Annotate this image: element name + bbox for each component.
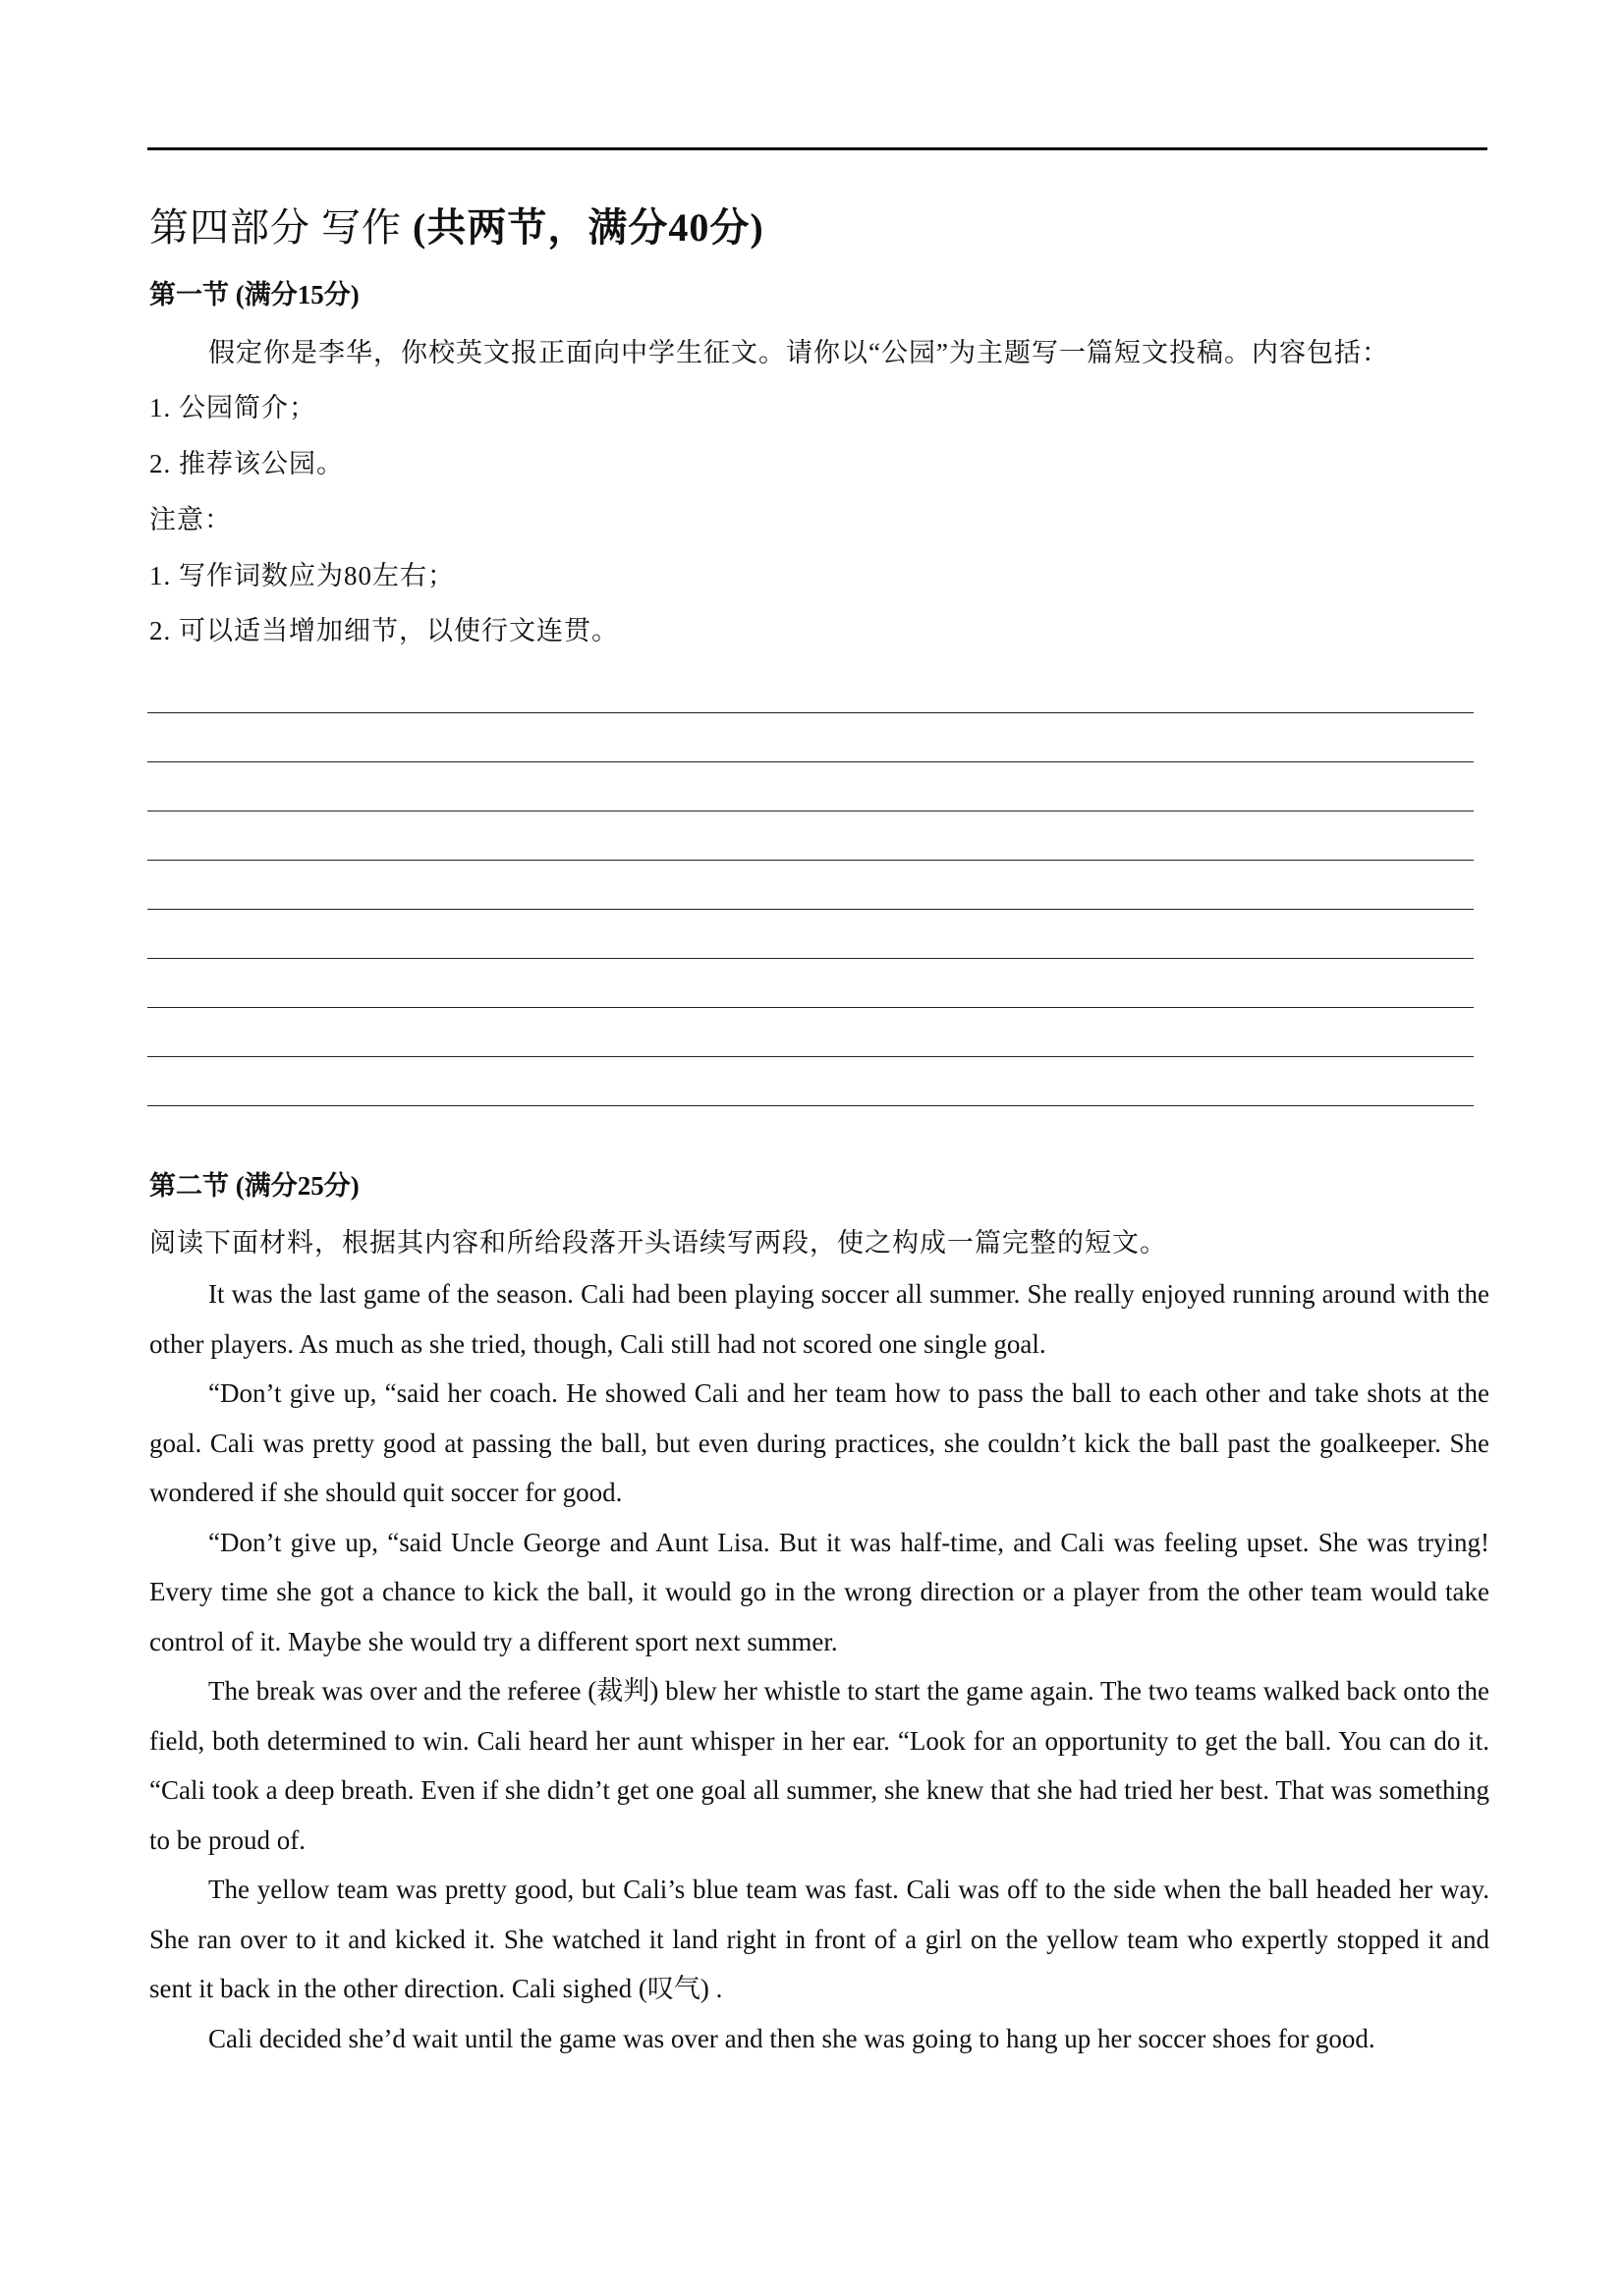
answer-line[interactable] [147,1057,1474,1106]
section1-note-2: 2. 可以适当增加细节，以使行文连贯。 [149,616,619,645]
passage-paragraph-4: The break was over and the referee (裁判) blew her whistle to start the game again. The two teams walked back onto the field, both determined to win. Cali heard her aunt whisper in her ear. “Look for an opportunity to get the ball. You can do it. “Cali took a deep breath. Even if she didn’t get one goal all summer, she knew that she had tried her best. That was something to be proud of. [149,1676,1489,1855]
answer-line[interactable] [147,910,1474,959]
answer-line[interactable] [147,812,1474,861]
passage-paragraph-6: Cali decided she’d wait until the game was over and then she was going to hang up her soccer shoes for good. [208,2023,1375,2053]
section1-note-1: 1. 写作词数应为80左右； [149,561,455,590]
passage-paragraph-5: The yellow team was pretty good, but Cali’s blue team was fast. Cali was off to the side when the ball headed her way. She ran over to it and kicked it. She watched it land right in front of a girl on the yellow team who expertly stopped it and sent it back in the other direction. Cali sighed (叹气) . [149,1875,1489,2003]
answer-line[interactable] [147,664,1474,713]
answer-line[interactable] [147,762,1474,812]
answer-line[interactable] [147,713,1474,762]
header-rule [147,147,1487,150]
section2-instruction: 阅读下面材料，根据其内容和所给段落开头语续写两段，使之构成一篇完整的短文。 [149,1228,1167,1258]
passage-paragraph-3: “Don’t give up, “said Uncle George and Aunt Lisa. But it was half-time, and Cali was feeling upset. She was trying! Every time she got a chance to kick the ball, it would go in the wrong direction or a player from the other team would take control of it. Maybe she would try a different sport next summer. [149,1527,1489,1656]
part-title [149,196,764,252]
answer-line[interactable] [147,861,1474,910]
section2-title: 第二节 (满分25分) [149,1171,360,1201]
answer-line[interactable] [147,1008,1474,1057]
answer-lines [147,664,1474,1106]
reading-passage [149,1269,1489,2063]
section1-item-1: 1. 公园简介； [149,393,316,422]
part-title-main: 第四部分 写作 [149,205,402,250]
passage-paragraph-1: It was the last game of the season. Cali had been playing soccer all summer. She really enjoyed running around with the other players. As much as she tried, though, Cali still had not scored one single goal. [149,1279,1489,1359]
part-title-score: (共两节，满分40分) [413,205,764,250]
passage-paragraph-2: “Don’t give up, “said her coach. He showed Cali and her team how to pass the ball to each other and take shots at the goal. Cali was pretty good at passing the ball, but even during practices, she couldn’t kick the ball past the goalkeeper. She wondered if she should quit soccer for good. [149,1378,1489,1507]
answer-line[interactable] [147,959,1474,1008]
section1-title: 第一节 (满分15分) [149,280,360,309]
section1-note-label: 注意： [149,505,232,534]
section1-item-2: 2. 推荐该公园。 [149,449,344,478]
section1-prompt: 假定你是李华，你校英文报正面向中学生征文。请你以“公园”为主题写一篇短文投稿。内容包括： [208,338,1389,367]
